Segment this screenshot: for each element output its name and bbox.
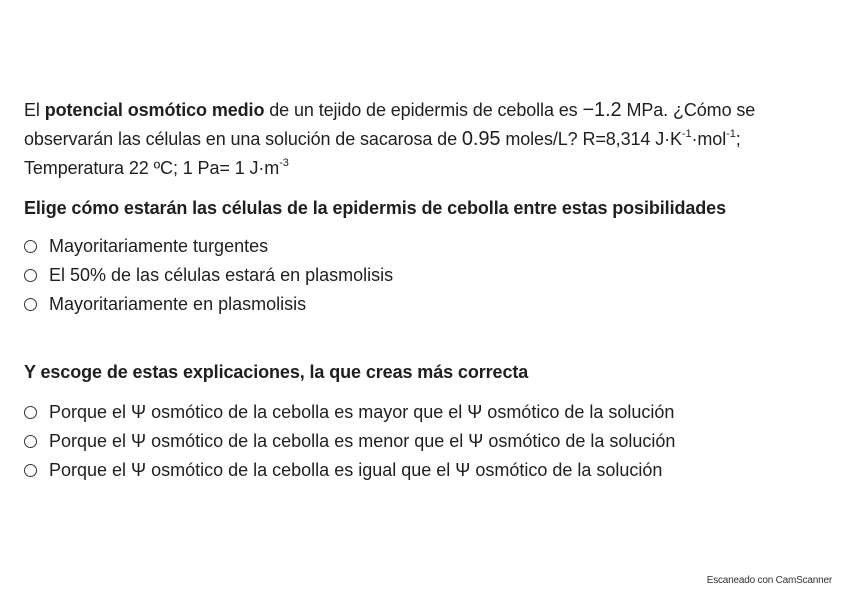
question-fragment: ; Temperatura 22 ºC; 1 Pa= 1 J·m bbox=[24, 129, 741, 178]
question-fragment: ·mol bbox=[691, 129, 727, 149]
exponent: -1 bbox=[681, 128, 692, 140]
question-fragment: MPa. ¿Cómo se observarán las células en una solución de sacarosa de bbox=[24, 100, 756, 149]
part2-option[interactable] bbox=[24, 427, 675, 456]
part1-options bbox=[24, 232, 393, 319]
part1-option[interactable] bbox=[24, 290, 393, 319]
question-fragment: moles/L? R=8,314 J·K bbox=[500, 129, 682, 149]
part1-option[interactable] bbox=[24, 261, 393, 290]
question-emphasis: potencial osmótico medio bbox=[44, 100, 265, 120]
part2-heading: Y escoge de estas explicaciones, la que creas más correcta bbox=[24, 362, 529, 382]
question-fragment: El bbox=[24, 100, 45, 120]
radio-button[interactable] bbox=[24, 464, 37, 477]
part2-option[interactable] bbox=[24, 398, 675, 427]
part2-option[interactable] bbox=[24, 456, 675, 485]
radio-button[interactable] bbox=[24, 269, 37, 282]
scanner-watermark: Escaneado con CamScanner bbox=[706, 575, 832, 586]
exponent: -3 bbox=[279, 157, 289, 169]
option-label: Porque el Ψ osmótico de la cebolla es menor que el Ψ osmótico de la solución bbox=[49, 431, 676, 451]
part1-option[interactable] bbox=[24, 232, 393, 261]
option-label: El 50% de las células estará en plasmolisis bbox=[49, 265, 394, 285]
concentration-value: 0.95 bbox=[461, 128, 501, 150]
radio-button[interactable] bbox=[24, 298, 37, 311]
exponent: -1 bbox=[726, 128, 736, 140]
radio-button[interactable] bbox=[24, 406, 37, 419]
option-label: Porque el Ψ osmótico de la cebolla es mayor que el Ψ osmótico de la solución bbox=[49, 402, 675, 422]
part2-options bbox=[24, 398, 675, 485]
part1-heading: Elige cómo estarán las células de la epidermis de cebolla entre estas posibilidades bbox=[24, 198, 726, 218]
question-text bbox=[24, 96, 824, 183]
option-label: Mayoritariamente en plasmolisis bbox=[49, 294, 307, 314]
option-label: Porque el Ψ osmótico de la cebolla es igual que el Ψ osmótico de la solución bbox=[49, 460, 663, 480]
potential-value: −1.2 bbox=[582, 99, 622, 121]
question-fragment: de un tejido de epidermis de cebolla es bbox=[264, 100, 583, 120]
option-label: Mayoritariamente turgentes bbox=[49, 236, 269, 256]
radio-button[interactable] bbox=[24, 435, 37, 448]
radio-button[interactable] bbox=[24, 240, 37, 253]
